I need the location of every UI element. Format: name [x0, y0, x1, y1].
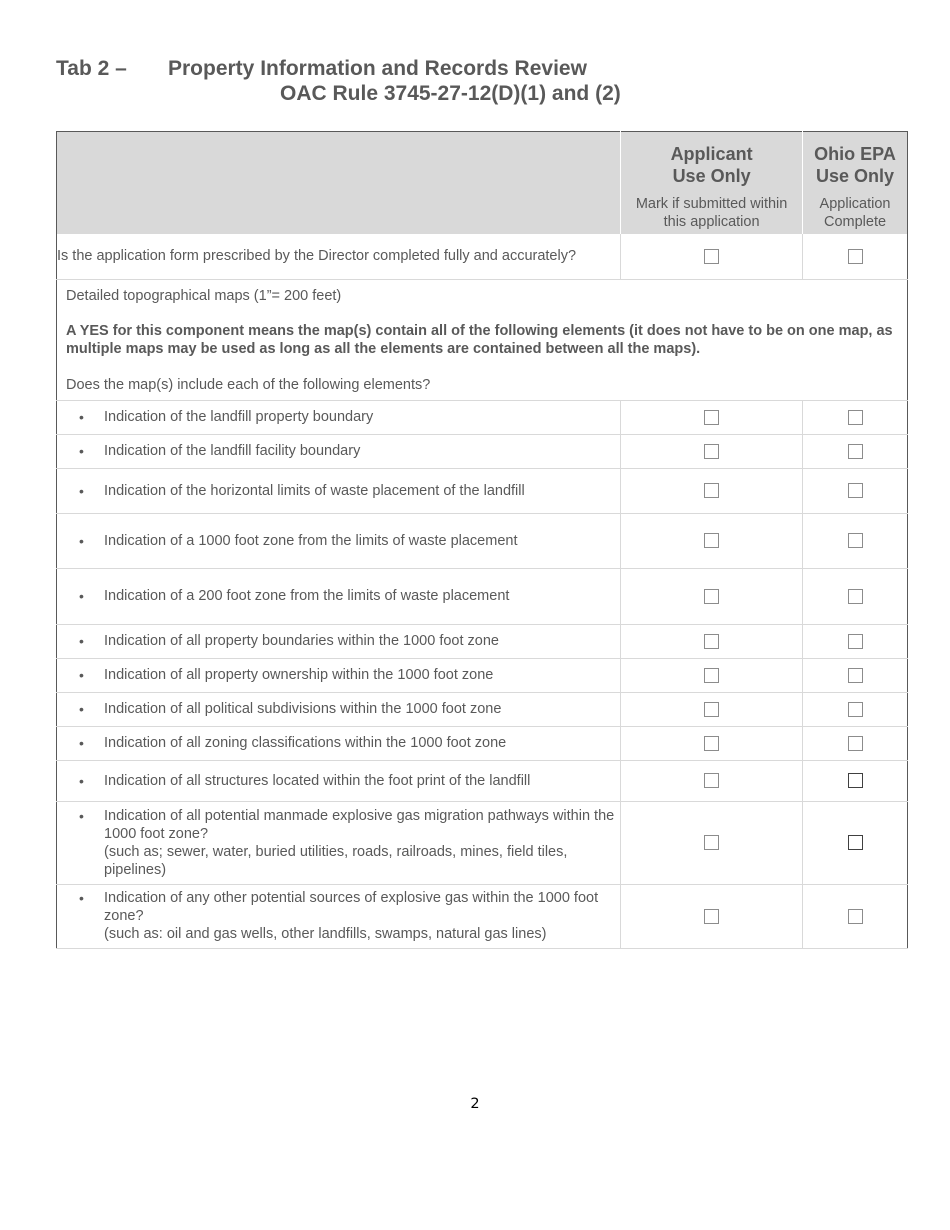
epa-checkbox[interactable]	[848, 533, 863, 548]
list-item	[57, 734, 620, 752]
epa-checkbox[interactable]	[848, 589, 863, 604]
list-item	[57, 807, 620, 879]
maps-title: Detailed topographical maps (1”= 200 feet)	[66, 287, 342, 304]
item-label: Indication of all property boundaries within the 1000 foot zone	[104, 633, 499, 649]
list-item	[57, 700, 620, 718]
applicant-cell	[621, 468, 803, 513]
row-description	[57, 568, 621, 624]
row-description	[57, 434, 621, 468]
row-description	[57, 801, 621, 884]
applicant-cell	[621, 513, 803, 568]
list-item	[57, 889, 620, 943]
item-label: Indication of the landfill property boundary	[104, 409, 374, 425]
list-item	[57, 632, 620, 650]
item-label: Indication of a 1000 foot zone from the limits of waste placement	[104, 532, 518, 549]
header-blank	[57, 132, 621, 193]
epa-checkbox[interactable]	[848, 773, 863, 788]
bullet-icon: •	[79, 532, 84, 549]
applicant-cell	[621, 568, 803, 624]
table-row	[57, 801, 908, 884]
applicant-checkbox[interactable]	[704, 444, 719, 459]
applicant-cell	[621, 434, 803, 468]
maps-note: A YES for this component means the map(s) contain all of the following elements (it does not have to be on one map, as multiple maps may be used as long as all the elements are contained between all the maps).	[66, 322, 893, 357]
item-label: Indication of all zoning classifications within the 1000 foot zone	[104, 735, 507, 751]
page-subtitle: OAC Rule 3745-27-12(D)(1) and (2)	[280, 82, 621, 105]
list-item	[57, 442, 620, 460]
table-row	[57, 884, 908, 948]
applicant-checkbox[interactable]	[704, 909, 719, 924]
table-row	[57, 568, 908, 624]
applicant-cell	[621, 692, 803, 726]
table-row	[57, 624, 908, 658]
table-row	[57, 658, 908, 692]
epa-cell	[803, 760, 908, 801]
item-label: Indication of a 200 foot zone from the limits of waste placement	[104, 588, 510, 604]
application-form-question: Is the application form prescribed by the Director completed fully and accurately?	[57, 248, 577, 265]
epa-cell	[803, 658, 908, 692]
item-label: Indication of all structures located within the foot print of the landfill	[104, 772, 531, 789]
table-row	[57, 468, 908, 513]
table-row	[57, 434, 908, 468]
item-label: Indication of all political subdivisions within the 1000 foot zone	[104, 701, 502, 717]
list-item	[57, 772, 620, 790]
row-description	[57, 726, 621, 760]
applicant-cell	[621, 760, 803, 801]
epa-checkbox[interactable]	[848, 835, 863, 850]
bullet-icon: •	[79, 482, 84, 499]
bullet-icon: •	[79, 667, 84, 683]
epa-checkbox[interactable]	[848, 410, 863, 425]
row-description	[57, 234, 621, 279]
maps-section	[57, 279, 908, 400]
epa-column-sub	[803, 192, 908, 234]
tab-label: Tab 2 –	[56, 57, 127, 80]
epa-cell	[803, 801, 908, 884]
table-row	[57, 726, 908, 760]
epa-column-title	[803, 132, 908, 193]
applicant-checkbox[interactable]	[704, 483, 719, 498]
row-description	[57, 400, 621, 434]
applicant-column-sub	[621, 192, 803, 234]
epa-title: Ohio EPA Use Only	[814, 144, 896, 186]
applicant-checkbox[interactable]	[704, 736, 719, 751]
bullet-icon: •	[79, 772, 84, 789]
applicant-checkbox[interactable]	[704, 410, 719, 425]
item-label: Indication of all potential manmade explosive gas migration pathways within the 1000 foot zone?	[104, 807, 615, 842]
subheader-blank	[57, 192, 621, 234]
item-label: Indication of the landfill facility boundary	[104, 443, 361, 459]
applicant-subtitle: Mark if submitted within this application	[635, 196, 788, 230]
list-item	[57, 666, 620, 684]
bullet-icon: •	[79, 701, 84, 717]
item-examples: (such as; sewer, water, buried utilities, roads, railroads, mines, field tiles, pipelines)	[104, 843, 568, 878]
applicant-cell	[621, 884, 803, 948]
row-description	[57, 884, 621, 948]
table-row	[57, 400, 908, 434]
applicant-cell	[621, 400, 803, 434]
epa-checkbox[interactable]	[848, 249, 863, 264]
row-description	[57, 513, 621, 568]
bullet-icon: •	[79, 409, 84, 425]
epa-checkbox[interactable]	[848, 444, 863, 459]
bullet-icon: •	[79, 443, 84, 459]
bullet-icon: •	[79, 807, 84, 824]
table-row	[57, 234, 908, 279]
item-label: Indication of any other potential sources of explosive gas within the 1000 foot zone?	[104, 890, 599, 924]
bullet-icon: •	[79, 588, 84, 604]
epa-checkbox[interactable]	[848, 483, 863, 498]
maps-question: Does the map(s) include each of the following elements?	[66, 376, 431, 393]
table-row	[57, 760, 908, 801]
applicant-cell	[621, 801, 803, 884]
list-item	[57, 482, 620, 500]
applicant-checkbox[interactable]	[704, 533, 719, 548]
epa-checkbox[interactable]	[848, 668, 863, 683]
bullet-icon: •	[79, 735, 84, 751]
page-number: 2	[470, 1096, 480, 1112]
row-description	[57, 760, 621, 801]
epa-cell	[803, 884, 908, 948]
item-label: Indication of all property ownership within the 1000 foot zone	[104, 667, 494, 683]
list-item	[57, 587, 620, 605]
list-item	[57, 532, 620, 550]
epa-cell	[803, 434, 908, 468]
epa-cell	[803, 400, 908, 434]
table-row	[57, 513, 908, 568]
bullet-icon: •	[79, 633, 84, 649]
applicant-checkbox[interactable]	[704, 249, 719, 264]
epa-checkbox[interactable]	[848, 909, 863, 924]
epa-cell	[803, 726, 908, 760]
epa-checkbox[interactable]	[848, 736, 863, 751]
table-header-row	[57, 132, 908, 193]
epa-cell	[803, 468, 908, 513]
epa-cell	[803, 513, 908, 568]
applicant-checkbox[interactable]	[704, 835, 719, 850]
epa-checkbox[interactable]	[848, 702, 863, 717]
row-description	[57, 624, 621, 658]
epa-cell	[803, 692, 908, 726]
applicant-checkbox[interactable]	[704, 589, 719, 604]
applicant-column-title	[621, 132, 803, 193]
item-label: Indication of the horizontal limits of waste placement of the landfill	[104, 482, 525, 499]
row-description	[57, 658, 621, 692]
applicant-checkbox[interactable]	[704, 668, 719, 683]
table-subheader-row	[57, 192, 908, 234]
maps-section-row	[57, 279, 908, 400]
item-examples: (such as: oil and gas wells, other landfills, swamps, natural gas lines)	[104, 926, 547, 942]
table-row	[57, 692, 908, 726]
epa-cell	[803, 568, 908, 624]
applicant-checkbox[interactable]	[704, 702, 719, 717]
applicant-cell	[621, 726, 803, 760]
applicant-checkbox[interactable]	[704, 773, 719, 788]
applicant-cell	[621, 658, 803, 692]
row-description	[57, 468, 621, 513]
applicant-cell	[621, 624, 803, 658]
epa-subtitle: Application Complete	[819, 196, 891, 230]
row-description	[57, 692, 621, 726]
bullet-icon: •	[79, 890, 84, 906]
applicant-checkbox[interactable]	[704, 634, 719, 649]
epa-cell	[803, 234, 908, 279]
applicant-title: Applicant Use Only	[670, 144, 753, 186]
epa-cell	[803, 624, 908, 658]
page-title: Property Information and Records Review	[168, 57, 587, 80]
checklist-table	[56, 131, 908, 949]
applicant-cell	[621, 234, 803, 279]
epa-checkbox[interactable]	[848, 634, 863, 649]
list-item	[57, 408, 620, 426]
